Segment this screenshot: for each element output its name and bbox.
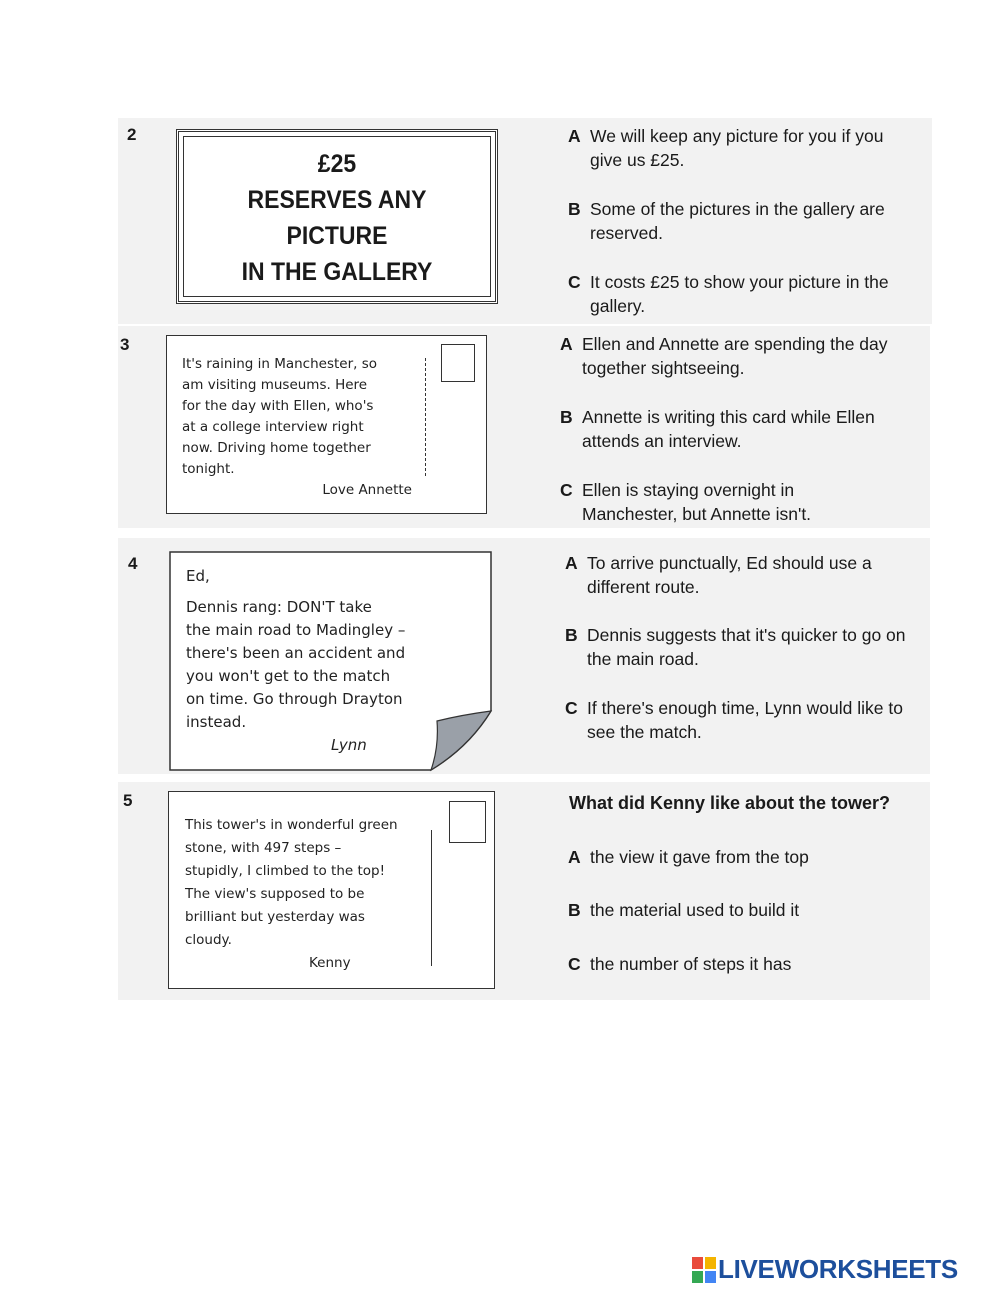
option-letter: B bbox=[568, 199, 581, 219]
option-b[interactable] bbox=[565, 623, 915, 671]
option-text: Ellen and Annette are spending the day together sightseeing. bbox=[582, 334, 888, 378]
option-text: the number of steps it has bbox=[590, 954, 792, 974]
brand-name: LIVEWORKSHEETS bbox=[718, 1254, 958, 1284]
option-letter: A bbox=[565, 553, 578, 573]
option-text: If there's enough time, Lynn would like to see the match. bbox=[587, 698, 903, 742]
option-text: the material used to build it bbox=[590, 900, 800, 920]
card-line: stupidly, I climbed to the top! bbox=[185, 863, 386, 879]
card-line: for the day with Ellen, who's bbox=[182, 398, 374, 414]
option-text: Ellen is staying overnight in Manchester, but Annette isn't. bbox=[582, 480, 812, 524]
sticky-note bbox=[169, 551, 493, 772]
card-line: brilliant but yesterday was bbox=[185, 909, 365, 925]
notice-line: IN THE GALLERY bbox=[241, 258, 433, 286]
card-line: This tower's in wonderful green bbox=[185, 817, 398, 833]
card-line: at a college interview right bbox=[182, 419, 364, 435]
note-line: you won't get to the match bbox=[186, 667, 391, 685]
option-text: the view it gave from the top bbox=[590, 847, 809, 867]
signature: Kenny bbox=[309, 955, 351, 971]
question-number: 2 bbox=[127, 125, 137, 144]
question-number: 3 bbox=[120, 335, 130, 354]
option-letter: B bbox=[568, 900, 581, 920]
notice-line: RESERVES ANY bbox=[247, 186, 427, 214]
postcard bbox=[168, 791, 495, 989]
option-c[interactable] bbox=[565, 696, 915, 744]
option-letter: A bbox=[560, 334, 573, 354]
card-line: am visiting museums. Here bbox=[182, 377, 368, 393]
postcard bbox=[166, 335, 487, 514]
option-text: To arrive punctually, Ed should use a different route. bbox=[587, 553, 872, 597]
notice-line: PICTURE bbox=[286, 222, 388, 250]
note-line: the main road to Madingley – bbox=[186, 621, 406, 639]
card-line: stone, with 497 steps – bbox=[185, 840, 342, 856]
card-line: It's raining in Manchester, so bbox=[182, 356, 378, 372]
option-letter: B bbox=[565, 625, 578, 645]
option-text: We will keep any picture for you if you give us £25. bbox=[590, 126, 884, 170]
note-line: instead. bbox=[186, 713, 247, 731]
option-letter: A bbox=[568, 126, 581, 146]
note-line: Dennis rang: DON'T take bbox=[186, 598, 372, 616]
option-letter: C bbox=[565, 698, 578, 718]
option-c[interactable] bbox=[568, 270, 928, 318]
option-letter: C bbox=[560, 480, 573, 500]
option-b[interactable] bbox=[560, 405, 920, 453]
option-text: Annette is writing this card while Ellen attends an interview. bbox=[582, 407, 875, 451]
gallery-notice bbox=[176, 129, 498, 304]
option-text: Some of the pictures in the gallery are reserved. bbox=[590, 199, 885, 243]
note-line: there's been an accident and bbox=[186, 644, 406, 662]
question-number: 4 bbox=[128, 554, 138, 573]
option-a[interactable] bbox=[568, 845, 908, 869]
address-divider bbox=[425, 358, 426, 476]
option-c[interactable] bbox=[568, 952, 908, 976]
option-text: Dennis suggests that it's quicker to go on the main road. bbox=[587, 625, 906, 669]
note-signature: Lynn bbox=[331, 736, 367, 754]
option-a[interactable] bbox=[568, 124, 918, 172]
option-c[interactable] bbox=[560, 478, 860, 526]
note-line: on time. Go through Drayton bbox=[186, 690, 403, 708]
note-greeting: Ed, bbox=[186, 567, 210, 585]
notice-line: £25 bbox=[317, 150, 357, 178]
card-line: tonight. bbox=[182, 461, 235, 477]
question-prompt: What did Kenny like about the tower? bbox=[569, 793, 891, 813]
option-letter: B bbox=[560, 407, 573, 427]
address-divider bbox=[431, 830, 432, 966]
card-line: The view's supposed to be bbox=[185, 886, 365, 902]
option-letter: C bbox=[568, 954, 581, 974]
card-line: cloudy. bbox=[185, 932, 232, 948]
question-number: 5 bbox=[123, 791, 133, 810]
stamp-box bbox=[449, 801, 486, 843]
stamp-box bbox=[441, 344, 475, 382]
option-text: It costs £25 to show your picture in the gallery. bbox=[590, 272, 889, 316]
option-a[interactable] bbox=[560, 332, 920, 380]
option-a[interactable] bbox=[565, 551, 910, 599]
option-letter: A bbox=[568, 847, 581, 867]
card-line: now. Driving home together bbox=[182, 440, 371, 456]
option-b[interactable] bbox=[568, 898, 908, 922]
signature: Love Annette bbox=[322, 482, 412, 498]
option-b[interactable] bbox=[568, 197, 918, 245]
option-letter: C bbox=[568, 272, 581, 292]
liveworksheets-logo-icon bbox=[692, 1257, 716, 1283]
